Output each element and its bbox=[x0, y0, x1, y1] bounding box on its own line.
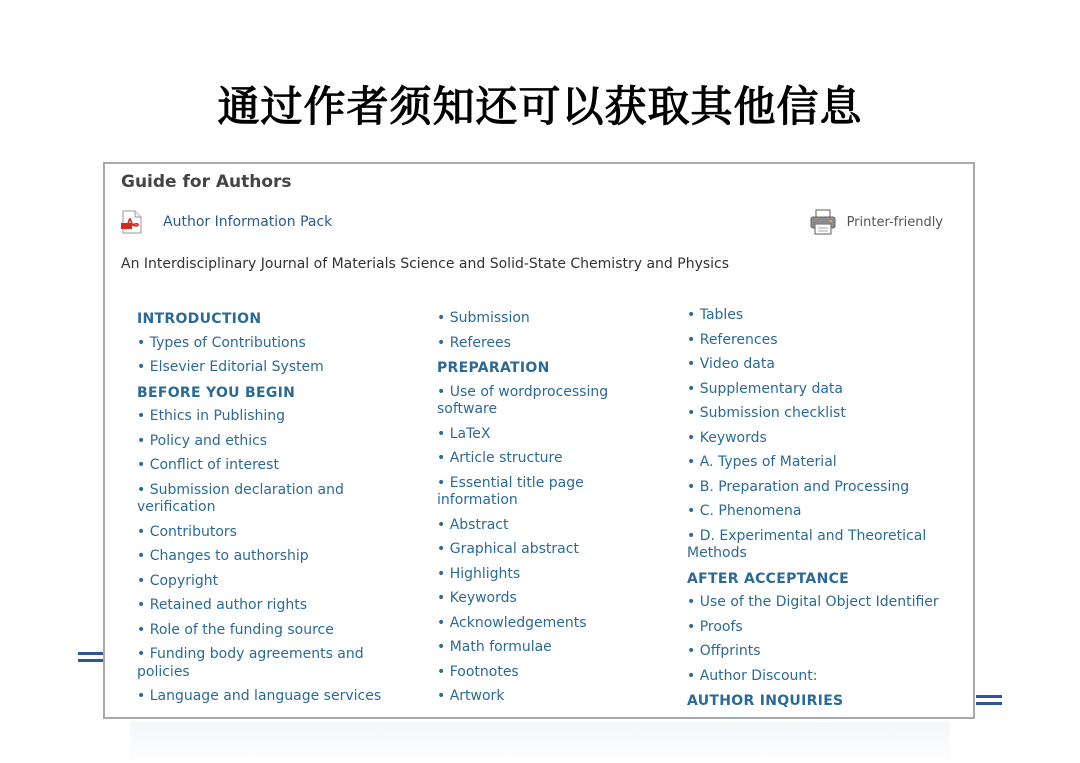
toc-link[interactable]: • Author Discount: bbox=[687, 668, 967, 686]
toc-link[interactable]: • Tables bbox=[687, 307, 967, 325]
decorative-bar-left bbox=[78, 659, 104, 662]
printer-friendly-link[interactable]: Printer-friendly bbox=[846, 214, 943, 230]
toc-link[interactable]: • Math formulae bbox=[437, 639, 647, 657]
toc-column-1 bbox=[137, 310, 407, 713]
toc-link[interactable]: • Funding body agreements and policies bbox=[137, 646, 407, 681]
toc-link[interactable]: • Language and language services bbox=[137, 688, 407, 706]
toc-link[interactable]: • Article structure bbox=[437, 450, 647, 468]
toc-link[interactable]: • Use of wordprocessing software bbox=[437, 384, 647, 419]
toc-link[interactable]: • Graphical abstract bbox=[437, 541, 647, 559]
section-heading[interactable]: BEFORE YOU BEGIN bbox=[137, 384, 296, 401]
section-heading[interactable]: AFTER ACCEPTANCE bbox=[687, 570, 850, 587]
toc-link[interactable]: • Essential title page information bbox=[437, 475, 647, 510]
pdf-file-icon[interactable] bbox=[121, 210, 143, 234]
guide-screenshot-panel bbox=[103, 162, 975, 719]
toc-link[interactable]: • Role of the funding source bbox=[137, 622, 407, 640]
toc-link[interactable]: • Ethics in Publishing bbox=[137, 408, 407, 426]
toc-link[interactable]: • Types of Contributions bbox=[137, 335, 407, 353]
journal-subtitle: An Interdisciplinary Journal of Materials Science and Solid-State Chemistry and Physics bbox=[121, 256, 730, 272]
toc-link[interactable]: • Changes to authorship bbox=[137, 548, 407, 566]
printer-friendly-row[interactable] bbox=[809, 208, 943, 236]
toc-link[interactable]: • Video data bbox=[687, 356, 967, 374]
toc-link[interactable]: • Highlights bbox=[437, 566, 647, 584]
toc-link[interactable]: • Submission bbox=[437, 310, 647, 328]
decorative-bar-right bbox=[976, 702, 1002, 705]
toc-link[interactable]: • Keywords bbox=[687, 430, 967, 448]
printer-icon[interactable] bbox=[809, 208, 837, 236]
toc-link[interactable]: • Artwork bbox=[437, 688, 647, 706]
toc-link[interactable]: • LaTeX bbox=[437, 426, 647, 444]
toc-link[interactable]: • Abstract bbox=[437, 517, 647, 535]
toc-link[interactable]: • References bbox=[687, 332, 967, 350]
author-pack-row[interactable] bbox=[121, 210, 332, 234]
toc-link[interactable]: • Use of the Digital Object Identifier bbox=[687, 594, 967, 612]
toc-link[interactable]: • Retained author rights bbox=[137, 597, 407, 615]
author-information-pack-link[interactable]: Author Information Pack bbox=[163, 214, 333, 230]
section-heading[interactable]: PREPARATION bbox=[437, 360, 550, 376]
toc-link[interactable]: • Keywords bbox=[437, 590, 647, 608]
toc-link[interactable]: • Conflict of interest bbox=[137, 457, 407, 475]
toc-link[interactable]: • Proofs bbox=[687, 619, 967, 637]
toc-link[interactable]: • Offprints bbox=[687, 643, 967, 661]
background-shadow bbox=[130, 722, 950, 763]
toc-column-2 bbox=[437, 310, 647, 713]
toc-link[interactable]: • A. Types of Material bbox=[687, 454, 967, 472]
toc-column-3 bbox=[687, 307, 967, 717]
toc-link[interactable]: • Submission checklist bbox=[687, 405, 967, 423]
toc-link[interactable]: • Acknowledgements bbox=[437, 615, 647, 633]
toc-link[interactable]: • Policy and ethics bbox=[137, 433, 407, 451]
decorative-bar-right bbox=[976, 695, 1002, 698]
toc-link[interactable]: • Footnotes bbox=[437, 664, 647, 682]
toc-link[interactable]: • Contributors bbox=[137, 524, 407, 542]
guide-title: Guide for Authors bbox=[121, 172, 292, 192]
toc-link[interactable]: • Supplementary data bbox=[687, 381, 967, 399]
section-heading[interactable]: AUTHOR INQUIRIES bbox=[687, 693, 844, 709]
toc-link[interactable]: • Elsevier Editorial System bbox=[137, 359, 407, 377]
slide-title: 通过作者须知还可以获取其他信息 bbox=[217, 82, 863, 131]
toc-link[interactable]: • Referees bbox=[437, 335, 647, 353]
toc-link[interactable]: • B. Preparation and Processing bbox=[687, 479, 967, 497]
toc-link[interactable]: • Submission declaration and verification bbox=[137, 482, 407, 517]
decorative-bar-left bbox=[78, 652, 104, 655]
toc-link[interactable]: • Copyright bbox=[137, 573, 407, 591]
toc-link[interactable]: • C. Phenomena bbox=[687, 503, 967, 521]
section-heading[interactable]: INTRODUCTION bbox=[137, 311, 262, 327]
toc-link[interactable]: • D. Experimental and Theoretical Methods bbox=[687, 528, 967, 563]
